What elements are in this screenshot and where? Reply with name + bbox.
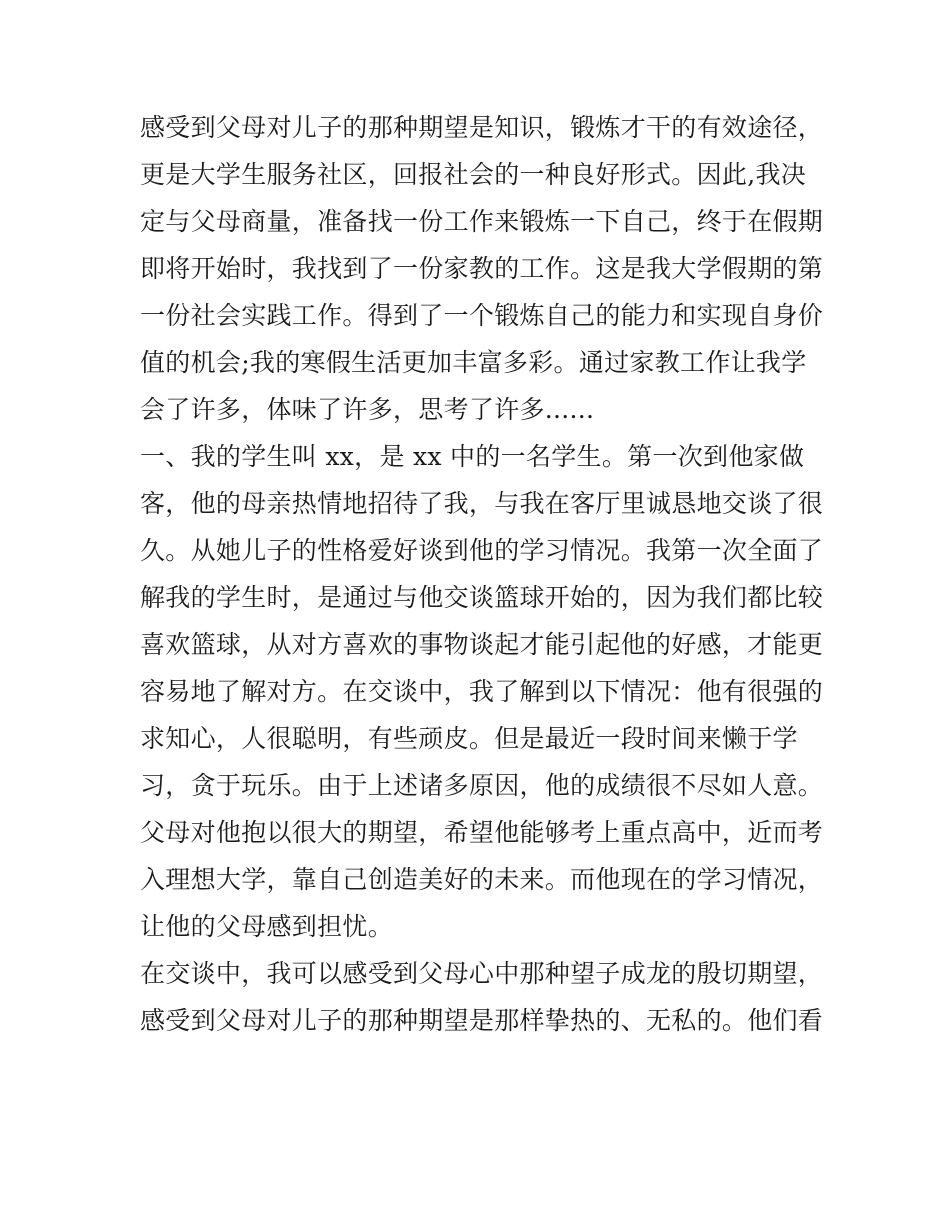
text-line-2: 更是大学生服务社区，回报社会的一种良好形式。因此,我决	[140, 160, 807, 189]
text-line-6: 值的机会;我的寒假生活更加丰富多彩。通过家教工作让我学	[140, 348, 807, 377]
text-line-10: 久。从她儿子的性格爱好谈到他的学习情况。我第一次全面了	[140, 536, 824, 565]
text-line-13: 容易地了解对方。在交谈中，我了解到以下情况：他有很强的	[140, 677, 824, 706]
text-line-5: 一份社会实践工作。得到了一个锻炼自己的能力和实现自身价	[140, 301, 824, 330]
text-line-15: 习，贪于玩乐。由于上述诸多原因，他的成绩很不尽如人意。	[140, 771, 824, 800]
text-line-20: 感受到父母对儿子的那种期望是那样挚热的、无私的。他们看	[140, 1006, 824, 1035]
text-line-4: 即将开始时，我找到了一份家教的工作。这是我大学假期的第	[140, 254, 824, 283]
text-line-7: 会了许多，体味了许多，思考了许多......	[140, 395, 595, 424]
text-line-12: 喜欢篮球，从对方喜欢的事物谈起才能引起他的好感，才能更	[140, 630, 824, 659]
text-line-9: 客，他的母亲热情地招待了我，与我在客厅里诚恳地交谈了很	[140, 489, 824, 518]
text-line-1: 感受到父母对儿子的那种期望是知识，锻炼才干的有效途径，	[140, 113, 824, 142]
text-line-8: 一、我的学生叫 xx，是 xx 中的一名学生。第一次到他家做	[140, 442, 805, 471]
text-line-19: 在交谈中，我可以感受到父母心中那种望子成龙的殷切期望，	[140, 959, 824, 988]
text-line-17: 入理想大学，靠自己创造美好的未来。而他现在的学习情况，	[140, 865, 824, 894]
body-text	[140, 104, 830, 1044]
text-line-3: 定与父母商量，准备找一份工作来锻炼一下自己，终于在假期	[140, 207, 824, 236]
text-line-11: 解我的学生时，是通过与他交谈篮球开始的，因为我们都比较	[140, 583, 824, 612]
text-line-14: 求知心，人很聪明，有些顽皮。但是最近一段时间来懒于学	[140, 724, 798, 753]
text-line-16: 父母对他抱以很大的期望，希望他能够考上重点高中，近而考	[140, 818, 824, 847]
text-line-18: 让他的父母感到担忧。	[140, 912, 394, 941]
